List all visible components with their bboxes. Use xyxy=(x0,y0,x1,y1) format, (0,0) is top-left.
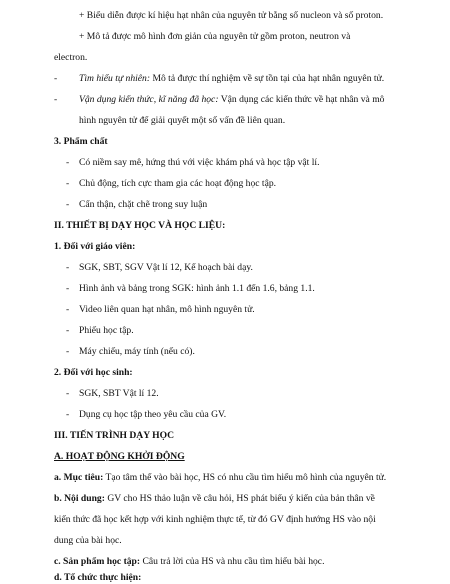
text-line: + Mô tả được mô hình đơn giản của nguyên tử gồm proton, neutron và xyxy=(79,31,351,42)
bullet-dash: - xyxy=(66,178,70,189)
activity-heading: A. HOẠT ĐỘNG KHỞI ĐỘNG xyxy=(54,451,185,462)
bullet-dash: - xyxy=(66,409,70,420)
text-line: d. Tổ chức thực hiện: xyxy=(54,572,142,583)
text-line: dung của bài học. xyxy=(54,535,122,546)
text-line xyxy=(54,493,375,505)
text-span: Mô tả được thí nghiệm về sự tồn tại của hạt nhân nguyên tử. xyxy=(150,73,385,84)
label-bold: a. Mục tiêu: xyxy=(54,472,104,483)
bullet-dash: - xyxy=(66,157,70,168)
bullet-dash: - xyxy=(66,325,70,336)
section-heading: II. THIẾT BỊ DẠY HỌC VÀ HỌC LIỆU: xyxy=(54,220,226,231)
text-span: Vận dụng các kiến thức về hạt nhân và mô xyxy=(218,94,385,105)
text-line: hình nguyên tử để giải quyết một số vấn đề liên quan. xyxy=(79,115,286,126)
list-item: Hình ảnh và bảng trong SGK: hình ảnh 1.1 đến 1.6, bảng 1.1. xyxy=(79,283,315,294)
section-heading: III. TIẾN TRÌNH DẠY HỌC xyxy=(54,430,175,441)
bullet-dash: - xyxy=(66,199,70,210)
bullet-dash: - xyxy=(54,94,58,105)
list-item: SGK, SBT Vật lí 12. xyxy=(79,388,159,399)
subsection-heading: 1. Đối với giáo viên: xyxy=(54,241,136,252)
list-item: Dụng cụ học tập theo yêu cầu của GV. xyxy=(79,409,227,420)
bullet-dash: - xyxy=(66,283,70,294)
bullet-dash: - xyxy=(66,262,70,273)
list-item: Chủ động, tích cực tham gia các hoạt động học tập. xyxy=(79,178,277,189)
italic-heading: Vận dụng kiến thức, kĩ năng đã học: xyxy=(79,94,219,105)
text-span: Tạo tâm thế vào bài học, HS có nhu cầu tìm hiểu mô hình của nguyên tử. xyxy=(103,472,387,483)
text-span: GV cho HS thảo luận về câu hỏi, HS phát biểu ý kiến của bản thân về xyxy=(104,493,375,504)
subsection-heading: 2. Đối với học sinh: xyxy=(54,367,133,378)
bullet-dash: - xyxy=(66,346,70,357)
list-item: Phiếu học tập. xyxy=(79,325,134,336)
list-item: Máy chiếu, máy tính (nếu có). xyxy=(79,346,195,357)
bullet-dash: - xyxy=(66,304,70,315)
list-item: SGK, SBT, SGV Vật lí 12, Kế hoạch bài dạy. xyxy=(79,262,253,273)
list-item: Cẩn thận, chặt chẽ trong suy luận xyxy=(79,199,208,210)
text-line xyxy=(54,472,386,484)
section-heading: 3. Phẩm chất xyxy=(54,136,108,147)
bullet-dash: - xyxy=(66,388,70,399)
text-line: electron. xyxy=(54,52,88,63)
text-line xyxy=(79,73,384,85)
text-line xyxy=(54,556,324,568)
italic-heading: Tìm hiểu tự nhiên: xyxy=(79,73,151,84)
text-line: kiến thức đã học kết hợp với kinh nghiệm thực tế, từ đó GV định hướng HS vào nội xyxy=(54,514,376,525)
text-line: + Biểu diễn được kí hiệu hạt nhân của nguyên tử bằng số nucleon và số proton. xyxy=(79,10,384,21)
text-line xyxy=(79,94,384,106)
label-bold: b. Nội dung: xyxy=(54,493,105,504)
list-item: Video liên quan hạt nhân, mô hình nguyên tử. xyxy=(79,304,255,315)
label-bold: c. Sản phẩm học tập: xyxy=(54,556,141,567)
bullet-dash: - xyxy=(54,73,58,84)
list-item: Có niềm say mê, hứng thú với việc khám phá và học tập vật lí. xyxy=(79,157,320,168)
text-span: Câu trả lời của HS và nhu cầu tìm hiểu bài học. xyxy=(140,556,325,567)
